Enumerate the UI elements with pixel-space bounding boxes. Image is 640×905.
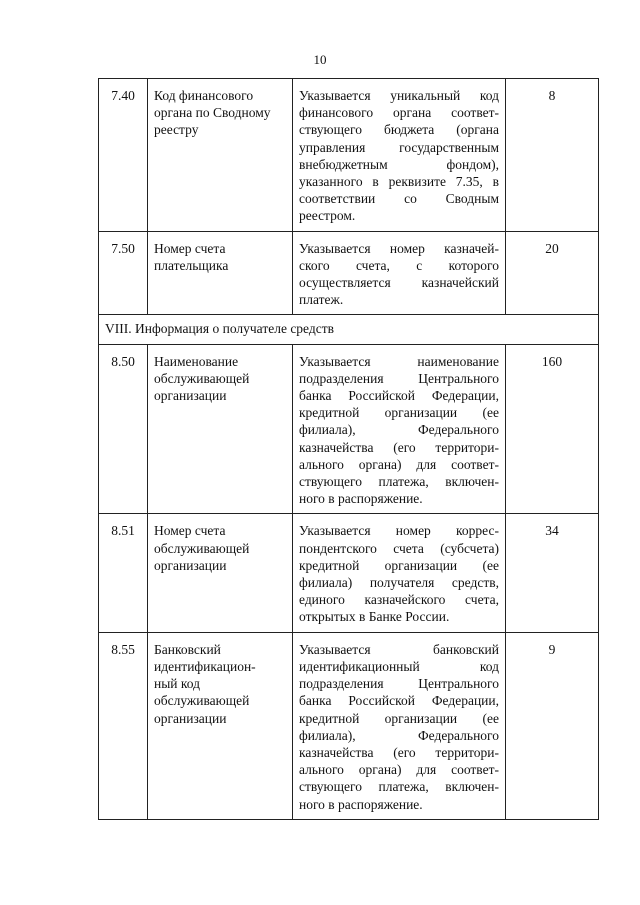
description-line: единого казначейского счета, <box>299 592 499 608</box>
name-line: Банковский <box>154 641 221 657</box>
requisite-name: Код финансового органа по Сводному реестру <box>148 79 293 232</box>
description-line: Указывается уникальный код <box>299 88 499 103</box>
requisites-table <box>98 78 599 820</box>
requisite-description <box>293 344 506 514</box>
requisite-length: 20 <box>506 231 599 315</box>
name-line: идентификацион- <box>154 658 256 674</box>
description-line: идентификационный код <box>299 658 499 674</box>
description-line: кредитной организации (ее <box>299 557 499 573</box>
description-line: банка Российской Федерации, <box>299 693 499 709</box>
table-row <box>99 79 599 232</box>
description-line: подразделения Центрального <box>299 370 499 386</box>
table-row <box>99 514 599 632</box>
description-line: филиала), Федерального <box>299 422 499 438</box>
description-line: кредитной организации (ее <box>299 405 499 421</box>
description-line: ального органа) для соответ- <box>299 762 499 778</box>
description-line: кредитной организации (ее <box>299 710 499 726</box>
table-row <box>99 632 599 819</box>
description-line: казначейства (его территори- <box>299 439 499 455</box>
description-line: внебюджетным фондом), <box>299 156 499 172</box>
description-line: казначейства (его территори- <box>299 744 499 760</box>
requisite-description <box>293 514 506 632</box>
requisite-number: 8.51 <box>99 514 148 632</box>
description-line: ского счета, с которого <box>299 257 499 273</box>
description-line: Указывается наименование <box>299 353 499 369</box>
name-line: обслуживающей <box>154 693 250 709</box>
description-line: пондентского счета (субсчета) <box>299 540 499 556</box>
description-line: указанного в реквизите 7.35, в <box>299 174 499 190</box>
description-line: соответствии со Сводным <box>299 191 499 207</box>
description-line: филиала) получателя средств, <box>299 575 499 591</box>
description-line: реестром. <box>299 208 356 224</box>
requisite-number: 8.55 <box>99 632 148 819</box>
name-line: организации <box>154 710 227 726</box>
requisite-name: Номер счета обслуживающей организации <box>148 514 293 632</box>
requisite-description <box>293 79 506 232</box>
requisite-description <box>293 231 506 315</box>
description-line: Указывается банковский <box>299 641 499 657</box>
description-line: ного в распоряжение. <box>299 796 423 812</box>
section-row <box>99 315 599 344</box>
requisite-name: Номер счета плательщика <box>148 231 293 315</box>
description-line: филиала), Федерального <box>299 727 499 743</box>
description-line: открытых в Банке России. <box>299 609 450 625</box>
description-line: банка Российской Федерации, <box>299 388 499 404</box>
requisite-number: 7.50 <box>99 231 148 315</box>
requisite-length: 9 <box>506 632 599 819</box>
description-line: финансового органа соответ- <box>299 105 499 121</box>
description-line: осуществляется казначейский <box>299 275 499 291</box>
description-line: ного в распоряжение. <box>299 491 423 507</box>
requisite-length: 34 <box>506 514 599 632</box>
requisite-number: 7.40 <box>99 79 148 232</box>
page-number: 10 <box>313 52 327 67</box>
requisite-description <box>293 632 506 819</box>
description-line: Указывается номер казначей- <box>299 240 499 256</box>
requisite-name <box>148 632 293 819</box>
description-line: Указывается номер коррес- <box>299 523 499 539</box>
table-row <box>99 231 599 315</box>
description-line: подразделения Центрального <box>299 676 499 692</box>
name-line: ный код <box>154 676 200 692</box>
description-line: ствующего платежа, включен- <box>299 474 499 490</box>
requisite-length: 160 <box>506 344 599 514</box>
description-line: ствующего платежа, включен- <box>299 779 499 795</box>
requisite-number: 8.50 <box>99 344 148 514</box>
requisite-length: 8 <box>506 79 599 232</box>
requisite-name: Наименование обслуживающей организации <box>148 344 293 514</box>
description-line: ствующего бюджета (органа <box>299 122 499 138</box>
description-line: платеж. <box>299 292 344 308</box>
table-row <box>99 344 599 514</box>
description-line: ального органа) для соответ- <box>299 456 499 472</box>
section-title: VIII. Информация о получателе средств <box>99 315 599 344</box>
description-line: управления государственным <box>299 139 499 155</box>
